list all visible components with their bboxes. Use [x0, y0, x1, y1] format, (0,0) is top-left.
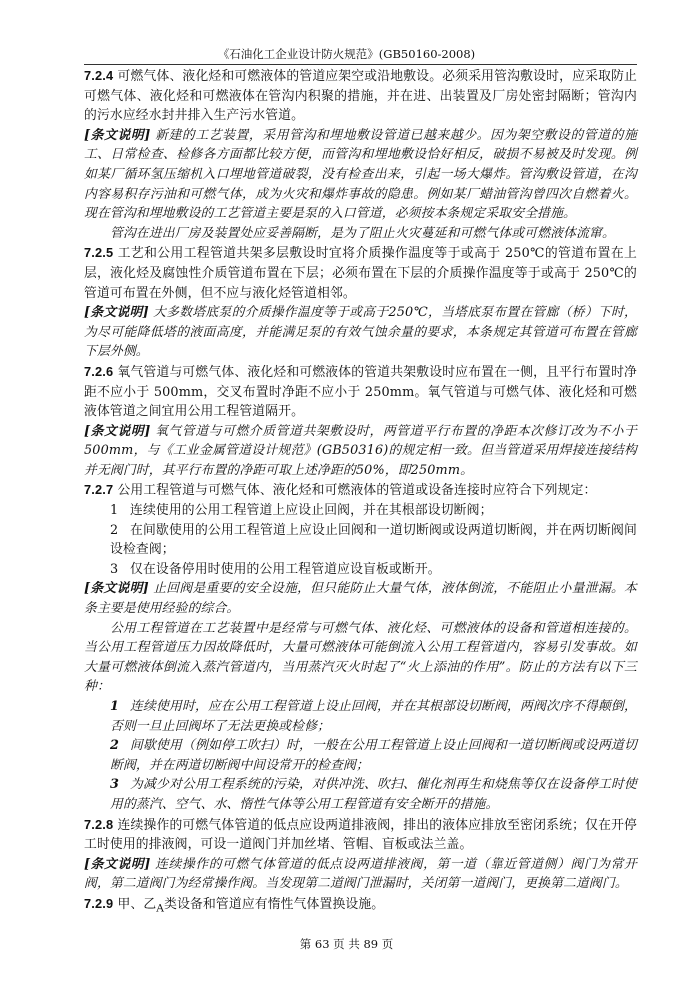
clause-text-part: 类设备和管道应有惰性气体置换设施。	[164, 896, 385, 912]
clause-number: 7.2.8	[84, 816, 114, 832]
explanation-text: 管沟在进出厂房及装置处应妥善隔断，是为了阻止火灾蔓延和可燃气体或可燃液体流窜。	[110, 225, 615, 241]
clause-text: 可燃气体、液化烃和可燃液体的管道应架空或沿地敷设。必须采用管沟敷设时，应采取防止可燃气体、液化烃和可燃液体在管沟内积聚的措施，并在进、出装置及厂房处密封隔断；管沟内的污水应经水封井排入生产污水管道。	[84, 69, 638, 124]
item-number: 3	[110, 561, 119, 577]
item-number: 1	[110, 699, 120, 714]
item-number: 3	[110, 777, 120, 793]
explanation-label: [条文说明]	[84, 127, 151, 143]
clause-text: 公用工程管道与可燃气体、液化烃和可燃液体的管道或设备连接时应符合下列规定：	[117, 483, 597, 499]
explanation-7-2-5	[84, 303, 637, 362]
explanation-7-2-6	[84, 422, 637, 481]
header-rule	[84, 64, 637, 65]
clause-text: 工艺和公用工程管道共架多层敷设时宜将介质操作温度等于或高于 250℃的管道布置在上层，液化烃及腐蚀性介质管道布置在下层；必须布置在下层的介质操作温度等于或高于 250℃的管道可布置在外侧，但不应与液化烃管道相邻。	[84, 246, 638, 301]
clause-text: 连续操作的可燃气体管道的低点应设两道排液阀，排出的液体应排放至密闭系统；仅在开停工时使用的排液阀，可设一道阀门并加丝堵、管帽、盲板或法兰盖。	[84, 817, 638, 853]
explanation-text: 大多数塔底泵的介质操作温度等于或高于250℃，当塔底泵布置在管廊（桥）下时，为尽可能降低塔的液面高度，并能满足泵的有效气蚀余量的要求，本条规定其管道可布置在管廊下层外侧。	[84, 305, 637, 360]
clause-number: 7.2.7	[84, 482, 114, 498]
item-text: 连续使用的公用工程管道上应设止回阀，并在其根部设切断阀；	[130, 503, 493, 519]
clause-number: 7.2.4	[84, 68, 114, 83]
explanation-text: 连续操作的可燃气体管道的低点设两道排液阀，第一道（靠近管道侧）阀门为常开阀，第二道阀门为经常操作阀。当发现第二道阀门泄漏时，关闭第一道阀门，更换第二道阀门。	[84, 856, 637, 892]
clause-text: 氧气管道与可燃气体、液化烃和可燃液体的管道共架敷设时应布置在一侧，且平行布置时净距不应小于 500mm，交叉布置时净距不应小于 250mm。氧气管道与可燃气体、液化烃和可燃液体管道之间宜用公用工程管道隔开。	[84, 364, 638, 420]
clause-7-2-8	[84, 815, 637, 855]
explanation-7-2-4	[84, 126, 637, 244]
explanation-item	[84, 775, 637, 814]
item-number: 1	[110, 503, 119, 519]
explanation-text: 公用工程管道在工艺装置中是经常与可燃气体、液化烃、可燃液体的设备和管道相连接的。当公用工程管道压力因故降低时，大量可燃液体可能倒流入公用工程管道内，容易引发事故。如大量可燃液体倒流入蒸汽管道内，当用蒸汽灭火时起了“火上添油的作用”。防止的方法有以下三种：	[84, 620, 637, 695]
clause-number: 7.2.6	[84, 363, 114, 379]
explanation-item	[84, 736, 637, 775]
item-number: 2	[110, 522, 119, 538]
clause-7-2-7	[84, 480, 637, 501]
clause-7-2-5	[84, 243, 637, 303]
clause-number: 7.2.5	[84, 245, 114, 261]
explanation-text: 新建的工艺装置，采用管沟和埋地敷设管道已越来越少。因为架空敷设的管道的施工、日常检查、检修各方面都比较方便，而管沟和埋地敷设恰好相反，破损不易被及时发现。例如某厂循环氢压缩机入口埋地管道破裂，没有检查出来，引起一场大爆炸。管沟敷设管道，在沟内容易积存污油和可燃气体，成为火灾和爆炸事故的隐患。例如某厂蜡油管沟曾四次自燃着火。现在管沟和埋地敷设的工艺管道主要是泵的入口管道，必须按本条规定采取安全措施。	[84, 127, 637, 222]
item-text: 间歇使用（例如停工吹扫）时，一般在公用工程管道上设止回阀和一道切断阀或设两道切断阀，并在两道切断阀中间设常开的检查阀；	[110, 738, 637, 773]
explanation-text: 氧气管道与可燃介质管道共架敷设时，两管道平行布置的净距本次修订改为不小于500mm，与《工业金属管道设计规范》(GB50316)的规定相一致。但当管道采用焊接连接结构并无阀门时，其平行布置的净距可取上述净距的50%，即250mm。	[84, 423, 637, 478]
item-text: 在间歇使用的公用工程管道上应设止回阀和一道切断阀或设两道切断阀，并在两切断阀间设检查阀；	[110, 522, 637, 558]
clause-item	[84, 521, 637, 560]
item-number: 2	[110, 738, 120, 754]
explanation-label: [条文说明]	[84, 581, 149, 597]
explanation-label: [条文说明]	[84, 856, 151, 872]
explanation-label: [条文说明]	[84, 305, 149, 321]
clause-7-2-4	[84, 66, 637, 126]
running-header: 《石油化工企业设计防火规范》(GB50160-2008)	[217, 47, 476, 61]
page-footer: 第 63 页 共 89 页	[299, 937, 394, 951]
explanation-7-2-7	[84, 579, 637, 814]
explanation-label: [条文说明]	[84, 423, 151, 439]
clause-text-part: 甲、乙	[117, 896, 157, 912]
clause-7-2-6	[84, 362, 637, 422]
item-text: 连续使用时，应在公用工程管道上设止回阀，并在其根部设切断阀，两阀次序不得颠倒，否则一旦止回阀坏了无法更换或检修；	[110, 699, 637, 734]
page-content	[84, 66, 637, 918]
clause-item	[84, 501, 637, 521]
subscript-a: A	[156, 901, 165, 915]
item-text: 为减少对公用工程系统的污染，对供冲洗、吹扫、催化剂再生和烧焦等仅在设备停工时使用的蒸汽、空气、水、惰性气体等公用工程管道有安全断开的措施。	[110, 777, 637, 812]
explanation-item	[84, 697, 637, 736]
explanation-text: 止回阀是重要的安全设施，但只能防止大量气体，液体倒流，不能阻止小量泄漏。本条主要是使用经验的综合。	[84, 581, 637, 617]
explanation-7-2-8	[84, 855, 637, 894]
clause-number: 7.2.9	[84, 895, 114, 911]
clause-7-2-9	[84, 894, 637, 918]
clause-item	[84, 560, 637, 580]
item-text: 仅在设备停用时使用的公用工程管道应设盲板或断开。	[130, 561, 441, 577]
